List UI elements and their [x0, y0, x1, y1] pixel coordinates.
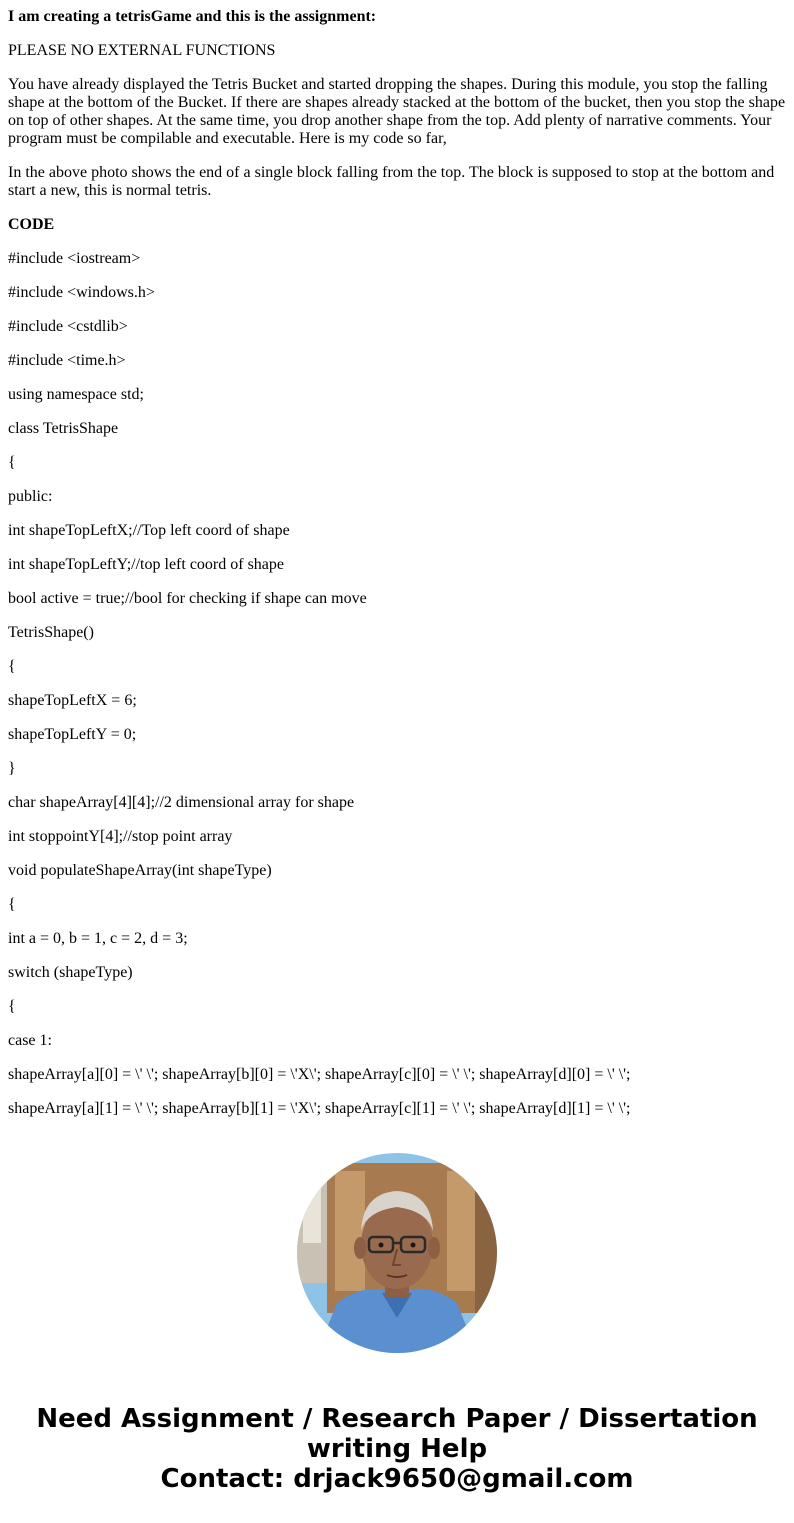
code-line: char shapeArray[4][4];//2 dimensional array for shape — [8, 794, 355, 811]
code-line: shapeArray[a][1] = \' \'; shapeArray[b][1] = \'X\'; shapeArray[c][1] = \' \'; shapeArray[d][1] = \' \'; — [8, 1100, 631, 1117]
code-line: { — [8, 454, 16, 471]
code-line: int shapeTopLeftX;//Top left coord of shape — [8, 522, 290, 539]
code-line: void populateShapeArray(int shapeType) — [8, 862, 272, 879]
assignment-description: You have already displayed the Tetris Bucket and started dropping the shapes. During this module, you stop the falling shape at the bottom of the Bucket. If there are shapes already stacked at the bottom of the bucket, then you stop the shape on top of other shapes. At the same time, you drop another shape from the top. Add plenty of narrative comments. Your program must be compilable and executable. Here is my code so far, — [8, 76, 786, 147]
code-line: #include <time.h> — [8, 352, 126, 369]
code-line: int a = 0, b = 1, c = 2, d = 3; — [8, 930, 188, 947]
code-line: } — [8, 760, 16, 777]
code-line: case 1: — [8, 1032, 52, 1049]
code-line: { — [8, 998, 16, 1015]
avatar — [297, 1153, 497, 1353]
code-line: { — [8, 896, 16, 913]
promo-footer — [0, 1404, 794, 1494]
code-line: using namespace std; — [8, 386, 144, 403]
code-line: #include <iostream> — [8, 250, 141, 267]
footer-contact: Contact: drjack9650@gmail.com — [160, 1464, 634, 1494]
question-body — [8, 8, 786, 1134]
no-external-note: PLEASE NO EXTERNAL FUNCTIONS — [8, 42, 276, 59]
code-block — [8, 250, 786, 1118]
code-line: public: — [8, 488, 53, 505]
code-line: switch (shapeType) — [8, 964, 133, 981]
person-photo-icon — [297, 1153, 497, 1353]
code-line: #include <cstdlib> — [8, 318, 128, 335]
code-heading: CODE — [8, 216, 55, 233]
code-line: shapeTopLeftY = 0; — [8, 726, 137, 743]
footer-line-1: Need Assignment / Research Paper / Dissertation — [36, 1404, 758, 1434]
code-line: class TetrisShape — [8, 420, 119, 437]
code-line: { — [8, 658, 16, 675]
question-heading: I am creating a tetrisGame and this is the assignment: — [8, 8, 377, 25]
code-line: shapeArray[a][0] = \' \'; shapeArray[b][0] = \'X\'; shapeArray[c][0] = \' \'; shapeArray[d][0] = \' \'; — [8, 1066, 631, 1083]
code-line: int shapeTopLeftY;//top left coord of shape — [8, 556, 284, 573]
code-line: shapeTopLeftX = 6; — [8, 692, 137, 709]
code-line: #include <windows.h> — [8, 284, 155, 301]
code-line: bool active = true;//bool for checking if shape can move — [8, 590, 367, 607]
code-line: TetrisShape() — [8, 624, 94, 641]
footer-line-2: writing Help — [306, 1434, 488, 1464]
code-line: int stoppointY[4];//stop point array — [8, 828, 233, 845]
photo-note: In the above photo shows the end of a single block falling from the top. The block is supposed to stop at the bottom and start a new, this is normal tetris. — [8, 164, 775, 199]
